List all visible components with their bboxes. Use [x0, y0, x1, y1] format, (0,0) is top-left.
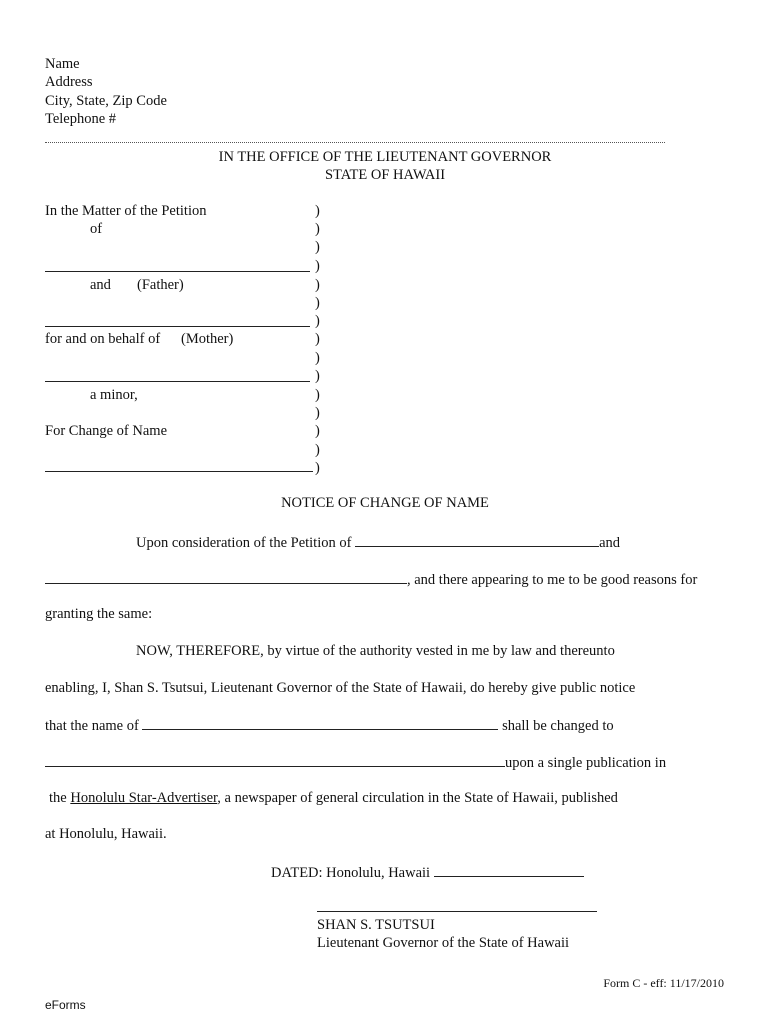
- header-address: Address: [45, 74, 93, 90]
- signer-title: Lieutenant Governor of the State of Hawaii: [317, 935, 570, 951]
- caption-paren: ): [315, 423, 320, 439]
- caption-change: For Change of Name: [45, 423, 168, 439]
- caption-paren: ): [315, 405, 320, 421]
- caption-and: and: [90, 277, 111, 293]
- petitioner-name-line[interactable]: [45, 271, 310, 272]
- notice-p7-text: upon a single publication in: [505, 755, 667, 771]
- notice-p6-text: that the name of: [45, 718, 139, 734]
- header-city-state-zip: City, State, Zip Code: [45, 93, 167, 109]
- notice-paragraph-2: [45, 569, 697, 589]
- signature-line[interactable]: [317, 911, 597, 912]
- notice-p6-changed: shall be changed to: [502, 718, 614, 734]
- minor-name-line[interactable]: [45, 471, 313, 472]
- current-name-field[interactable]: [142, 715, 498, 730]
- caption-behalf: for and on behalf of: [45, 331, 161, 347]
- caption-paren: ): [315, 203, 320, 219]
- mother-name-line[interactable]: [45, 381, 310, 382]
- date-field[interactable]: [434, 862, 584, 877]
- notice-paragraph-8: [49, 789, 618, 807]
- dated-line: [271, 862, 584, 882]
- new-name-field[interactable]: [45, 752, 505, 767]
- header-name: Name: [45, 56, 80, 72]
- header-divider: [45, 142, 665, 143]
- caption-of: of: [90, 221, 103, 237]
- office-heading-line1: IN THE OFFICE OF THE LIEUTENANT GOVERNOR: [218, 149, 552, 165]
- notice-p8-text: , a newspaper of general circulation in the State of Hawaii, published: [217, 790, 618, 806]
- eforms-brand: eForms: [45, 998, 86, 1012]
- caption-paren: ): [315, 387, 320, 403]
- caption-father: (Father): [137, 277, 184, 293]
- notice-paragraph-6: [45, 715, 614, 735]
- caption-paren: ): [315, 442, 320, 458]
- notice-p5-text: enabling, I, Shan S. Tsutsui, Lieutenant Governor of the State of Hawaii, do hereby give public notice: [45, 680, 636, 696]
- caption-paren: ): [315, 460, 320, 476]
- dated-label: DATED: Honolulu, Hawaii: [271, 865, 431, 881]
- notice-p4-text: NOW, THEREFORE, by virtue of the authority vested in me by law and thereunto: [136, 643, 615, 659]
- caption-paren: ): [315, 258, 320, 274]
- caption-minor: a minor,: [90, 387, 138, 403]
- notice-title: NOTICE OF CHANGE OF NAME: [281, 495, 489, 511]
- caption-paren: ): [315, 331, 320, 347]
- caption-paren: ): [315, 313, 320, 329]
- notice-p9-text: at Honolulu, Hawaii.: [45, 826, 167, 842]
- caption-paren: ): [315, 368, 320, 384]
- notice-p1-text: Upon consideration of the Petition of: [136, 535, 352, 551]
- father-name-line[interactable]: [45, 326, 310, 327]
- newspaper-name: Honolulu Star-Advertiser: [70, 790, 218, 806]
- caption-paren: ): [315, 295, 320, 311]
- caption-paren: ): [315, 239, 320, 255]
- caption-matter: In the Matter of the Petition: [45, 203, 207, 219]
- caption-paren: ): [315, 277, 320, 293]
- notice-paragraph-7: [45, 752, 666, 772]
- signer-name: SHAN S. TSUTSUI: [317, 917, 435, 933]
- petition-and-field[interactable]: [45, 569, 407, 584]
- caption-mother: (Mother): [181, 331, 234, 347]
- notice-paragraph-1: [136, 532, 620, 552]
- petition-of-field[interactable]: [355, 532, 599, 547]
- notice-p3-text: granting the same:: [45, 606, 153, 622]
- notice-p1-and: and: [599, 535, 621, 551]
- header-telephone: Telephone #: [45, 111, 117, 127]
- notice-p2-text: , and there appearing to me to be good reasons for: [407, 572, 698, 588]
- office-heading-line2: STATE OF HAWAII: [324, 167, 446, 183]
- caption-paren: ): [315, 221, 320, 237]
- notice-p8-the: the: [49, 790, 67, 806]
- form-id: Form C - eff: 11/17/2010: [603, 976, 724, 990]
- caption-paren: ): [315, 350, 320, 366]
